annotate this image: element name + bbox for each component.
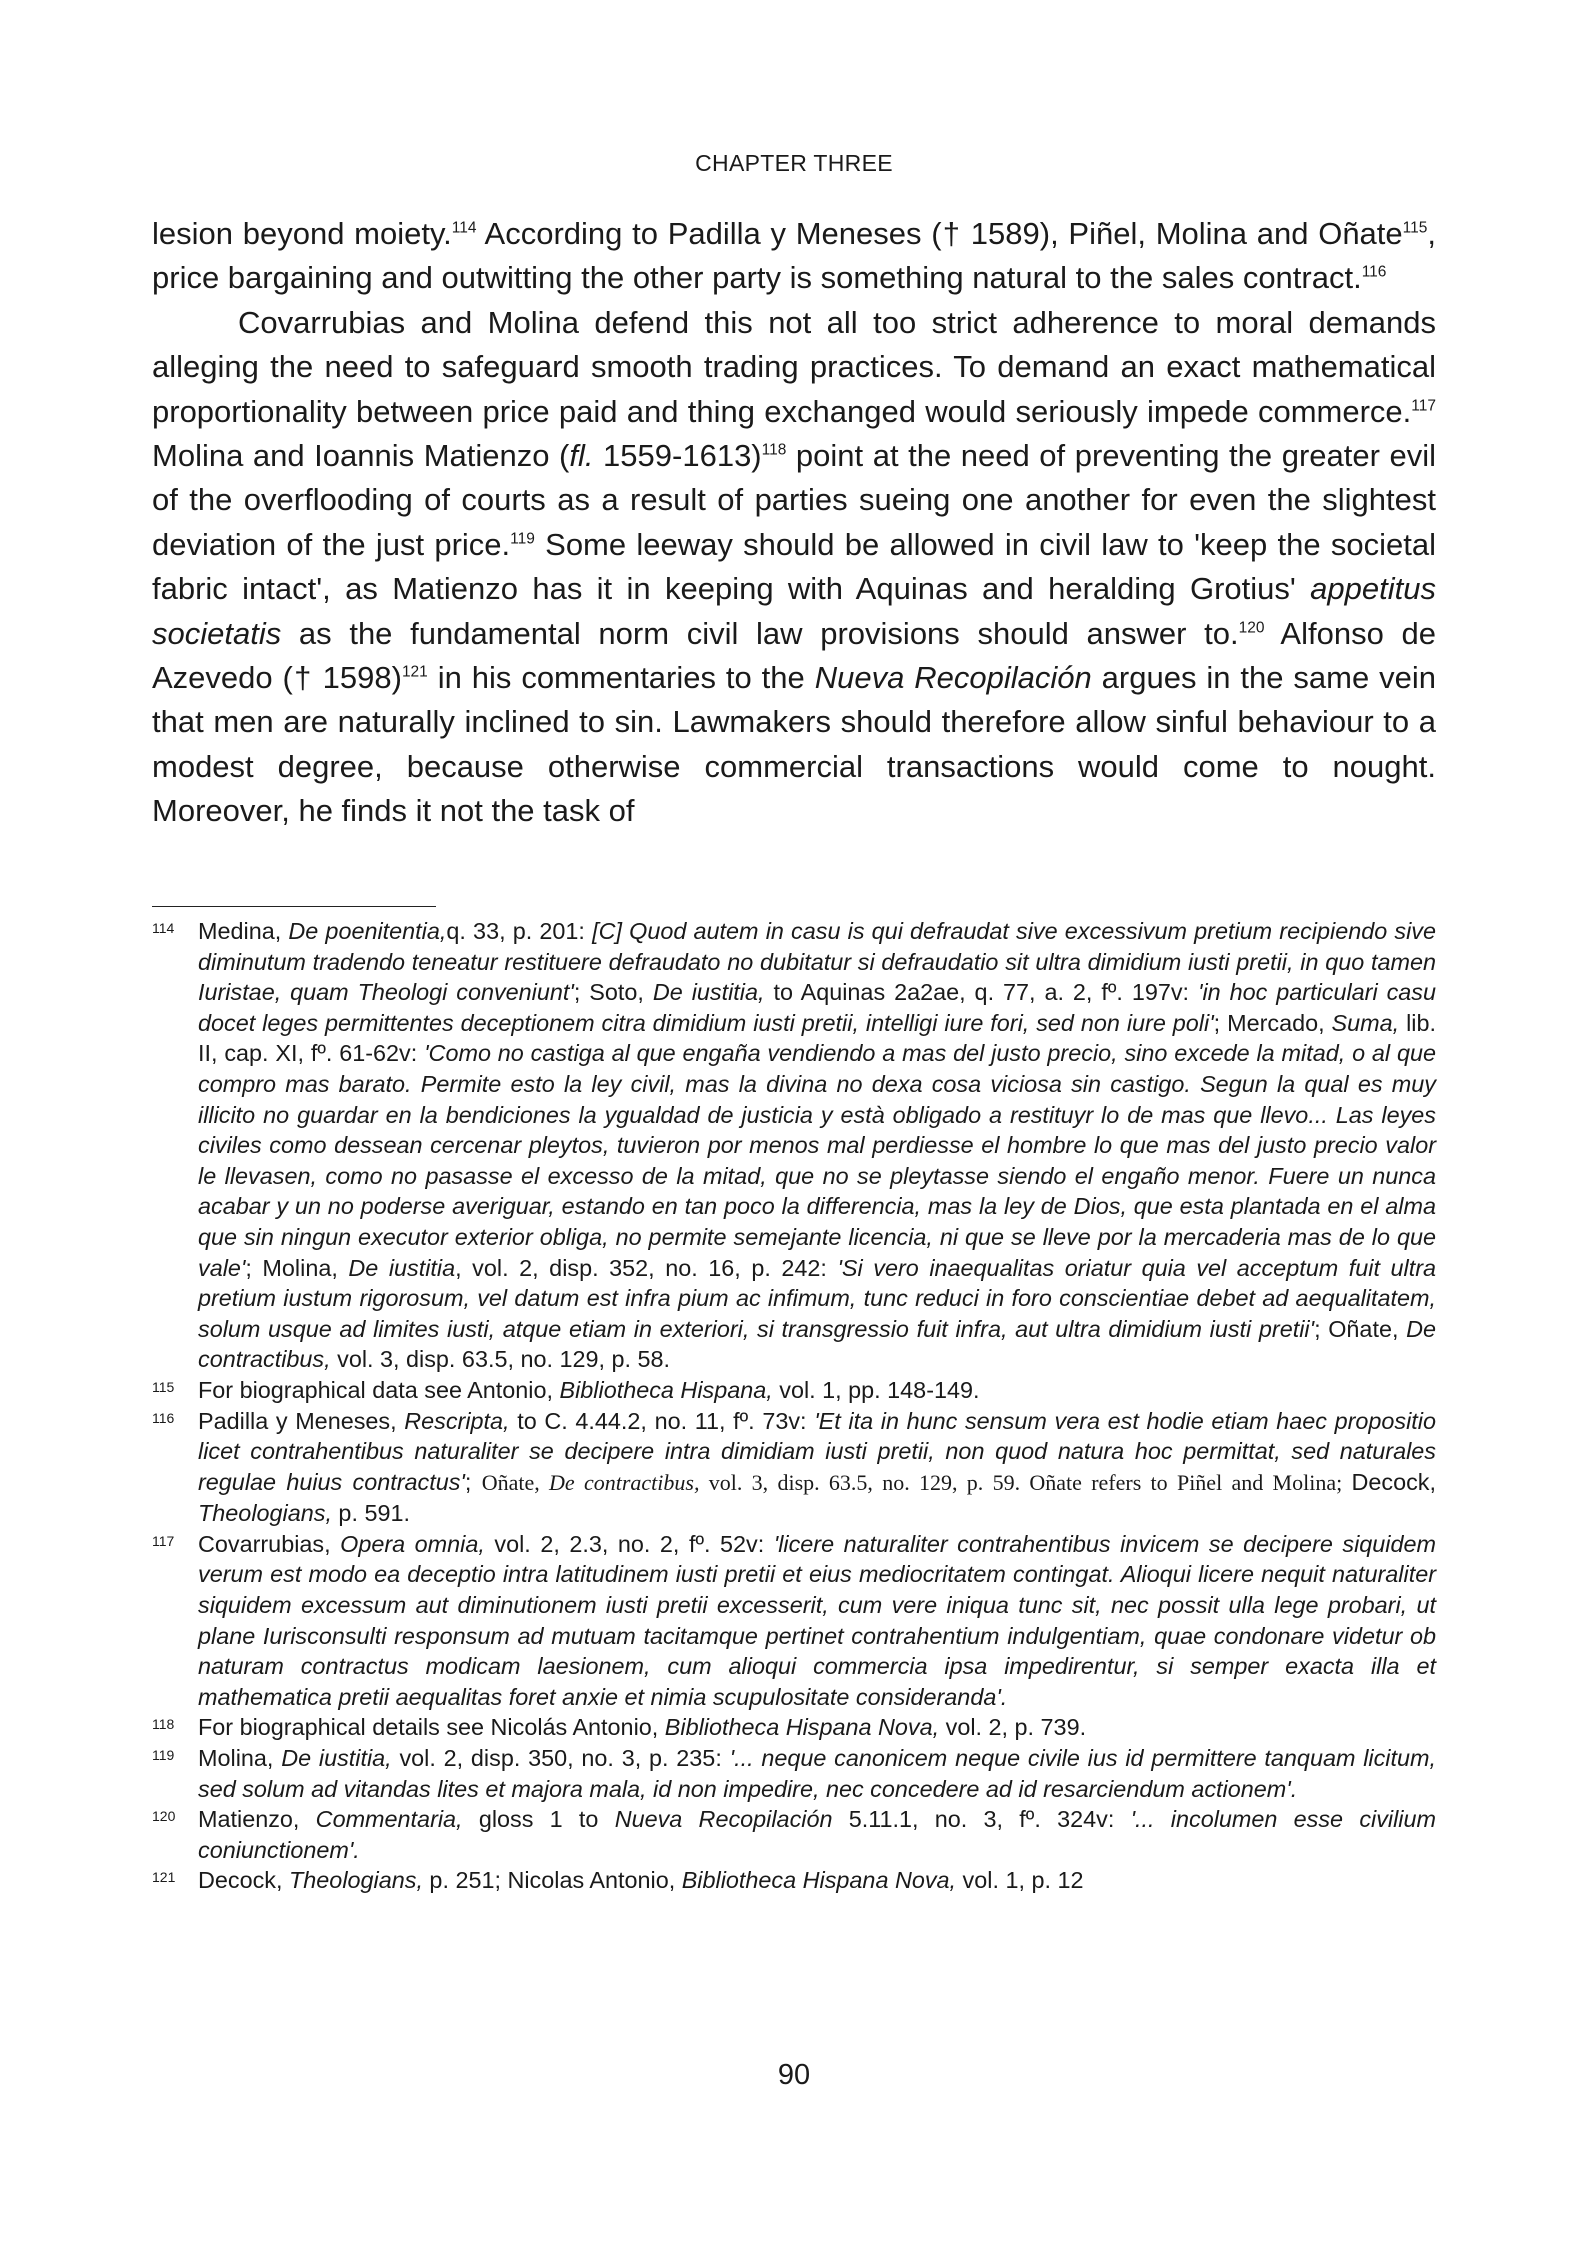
footnote-text <box>198 1743 1436 1804</box>
text-run: vol. 1, pp. 148-149. <box>772 1376 980 1403</box>
italic-run: '... incolumen esse civilium coniunctionem'. <box>198 1806 1436 1863</box>
paragraph <box>152 301 1436 834</box>
footnote-text <box>198 1375 1436 1406</box>
italic-run: De contractibus, <box>549 1469 700 1495</box>
text-run: lib. II, cap. XI, fº. 61-62v: <box>198 1009 1436 1067</box>
footnote-number: 116 <box>152 1409 175 1426</box>
footnote <box>152 1529 1436 1713</box>
text-run: to C. 4.44.2, no. 11, fº. 73v: <box>509 1407 815 1434</box>
text-run: ; Molina, <box>245 1254 349 1281</box>
text-run: Molina and Ioannis Matienzo ( <box>152 438 570 474</box>
italic-run: 'Si vero inaequalitas oriatur quia vel acceptum fuit ultra pretium iustum rigorosum, vel datum est infra pium ac infimum, tunc reduci in foro conscientiae debet ad aequalitatem, solum usque ad limites iusti, atque etiam in exteriori, si transgressio fuit infra, aut ultra dimidium iusti pretii' <box>198 1254 1436 1342</box>
italic-run: 'in hoc particulari casu docet leges permittentes deceptionem citra dimidium iusti pretii, intelligi iure fori, sed non iure poli' <box>198 979 1437 1036</box>
footnote-text <box>198 1804 1436 1865</box>
text-run: lesion beyond moiety. <box>152 216 452 251</box>
italic-run: appetitus societatis <box>152 571 1436 651</box>
italic-run: [C] Quod autem in casu is qui defraudat sive excessivum pretium recipiendo sive diminutum tradendo teneatur restituere defraudato no dubitatur si defraudatio sit ultra dimidium iusti pretii, in quo tamen Iuristae, quam Theologi conveniunt' <box>198 918 1436 1006</box>
footnote-number: 118 <box>152 1716 175 1733</box>
italic-run: fl. <box>569 438 594 474</box>
footnote-number: 120 <box>152 1808 176 1825</box>
footnote-ref[interactable]: 119 <box>510 530 535 548</box>
footnote-number: 117 <box>152 1532 175 1549</box>
footnote-text <box>198 1865 1436 1896</box>
footnote-number: 115 <box>152 1378 175 1395</box>
text-run: in his commentaries to the <box>427 660 815 696</box>
text-run: p. 251; Nicolas Antonio, <box>422 1867 682 1894</box>
text-run: ; Soto, <box>573 979 653 1006</box>
text-run: 5.11.1, no. 3, fº. 324v: <box>832 1806 1131 1833</box>
footnote-ref[interactable]: 117 <box>1411 397 1436 415</box>
text-run: Oñate, <box>481 1469 550 1495</box>
text-run: gloss 1 to <box>462 1806 615 1833</box>
text-run: vol. 1, p. 12 <box>956 1867 1084 1894</box>
text-run: vol. 3, disp. 63.5, no. 129, p. 59. Oñate refers to Piñel and Molina; <box>699 1469 1352 1495</box>
text-run: According to Padilla y Meneses († 1589), Piñel, Molina and Oñate <box>476 216 1403 251</box>
text-run: Decock, <box>198 1867 289 1894</box>
text-run: vol. 2, 2.3, no. 2, fº. 52v: <box>484 1530 774 1557</box>
italic-run: De iustitia <box>348 1254 456 1281</box>
text-run: point at the need of preventing the greater evil of the overflooding of courts as a result of parties sueing one another for even the slightest deviation of the just price. <box>152 438 1436 562</box>
footnote <box>152 1406 1436 1529</box>
text-run: Medina, <box>198 918 289 944</box>
italic-run: 'Et ita in hunc sensum vera est hodie etiam haec propositio licet contrahentibus naturaliter se decipere intra dimidiam iusti pretii, non quod natura hoc permittat, sed naturales regulae huius contractus' <box>198 1407 1436 1495</box>
text-run: p. 591. <box>331 1500 410 1527</box>
footnote <box>152 1865 1436 1896</box>
text-run: Alfonso de Azevedo († 1598) <box>152 615 1436 696</box>
footnote <box>152 1743 1436 1804</box>
footnote-ref[interactable]: 114 <box>451 219 477 237</box>
text-run: For biographical data see Antonio, <box>198 1376 560 1403</box>
text-run: Decock, <box>1351 1468 1436 1495</box>
footnote-text <box>198 916 1436 1375</box>
italic-run: Rescripta, <box>404 1407 510 1434</box>
text-run: vol. 2, disp. 350, no. 3, p. 235: <box>391 1745 730 1772</box>
italic-run: Nueva Recopilación <box>614 1806 833 1833</box>
italic-run: Nueva Recopilación <box>814 660 1092 696</box>
footnote-text <box>198 1406 1436 1529</box>
italic-run: 'Como no castiga al que engaña vendiendo a mas del justo precio, sino excede la mitad, o al que compro mas barato. Permite esto la ley civil, mas la divina no dexa cosa viciosa sin castigo. Segun la qual es muy illicito no guardar en la bendiciones la ygualdad de justicia y està obligado a restituyr lo de mas que llevo... Las leyes civiles como dessean cercenar pleytos, tuvieron por menos mal perdiesse el hombre lo que mas del justo precio valor le llevasen, como no pasasse el excesso de la mitad, que no se pleytasse siendo el engaño menor. Fuere un nunca acabar y un no poderse averiguar, estando en tan poco la differencia, mas la ley de Dios, que esta plantada en el alma que sin ningun executor exterior obliga, no permite semejante licencia, ni que se lleve por la mercaderia mas de lo que vale' <box>198 1040 1436 1281</box>
italic-run: Suma, <box>1331 1009 1400 1036</box>
text-run: as the fundamental norm civil law provisions should answer to. <box>281 615 1239 651</box>
italic-run: Bibliotheca Hispana Nova, <box>664 1714 940 1741</box>
book-page <box>152 0 1436 2250</box>
text-run: Covarrubias and Molina defend this not all too strict adherence to moral demands alleging the need to safeguard smooth trading practices. To demand an exact mathematical proportionality between price paid and thing exchanged would seriously impede commerce. <box>152 304 1436 429</box>
paragraph <box>152 212 1436 301</box>
italic-run: De iustitia, <box>652 979 765 1006</box>
footnote <box>152 1375 1436 1406</box>
text-run: Matienzo, <box>198 1806 316 1833</box>
italic-run: 'licere naturaliter contrahentibus invicem se decipere siquidem verum est modo ea deceptio intra latitudinem iusti pretii et eius mediocritatem contingat. Alioqui licere nequit naturaliter siquidem excessum aut diminutionem iusti pretii excesserit, cum vere iniqua tunc sit, nec possit ulla lege probari, ut plane Iurisconsulti responsum ad mutuam tacitamque pertinet contrahentium indulgentiam, quae condonare videtur ob naturam contractus modicam laesionem, cum alioqui commercia ipsa impedirentur, si semper exacta illa et mathematica pretii aequalitas foret anxie et nimia scupulositate consideranda'. <box>198 1530 1436 1710</box>
text-run: vol. 2, p. 739. <box>939 1714 1087 1741</box>
text-run: ; Mercado, <box>1213 1009 1332 1036</box>
footnote <box>152 916 1436 1375</box>
text-run: 1559-1613) <box>593 438 762 474</box>
footnote-ref[interactable]: 121 <box>401 663 428 681</box>
footnote-ref[interactable]: 116 <box>1361 264 1387 282</box>
italic-run: Bibliotheca Hispana, <box>559 1376 773 1403</box>
running-header: CHAPTER THREE <box>695 150 893 176</box>
italic-run: Opera omnia, <box>340 1530 485 1557</box>
italic-run: Bibliotheca Hispana Nova, <box>681 1867 957 1894</box>
italic-run: De contractibus, <box>198 1315 1437 1373</box>
text-run: to Aquinas 2a2ae, q. 77, a. 2, fº. 197v: <box>764 979 1198 1006</box>
footnotes <box>152 916 1436 1896</box>
footnote-text <box>198 1712 1436 1743</box>
text-run: Some leeway should be allowed in civil law to 'keep the societal fabric intact', as Matienzo has it in keeping with Aquinas and heralding Grotius' <box>152 526 1436 607</box>
footnote-number: 114 <box>152 920 175 936</box>
italic-run: '... neque canonicem neque civile ius id permittere tanquam licitum, sed solum ad vitandas lites et majora mala, id non impedire, nec concedere ad id resarciendum actionem'. <box>198 1745 1436 1802</box>
footnote-number: 121 <box>152 1869 176 1886</box>
text-run: For biographical details see Nicolás Antonio, <box>198 1714 665 1741</box>
text-run: vol. 3, disp. 63.5, no. 129, p. 58. <box>330 1346 671 1373</box>
footnote <box>152 1712 1436 1743</box>
italic-run: Commentaria, <box>315 1806 463 1833</box>
page-number: 90 <box>777 2059 811 2091</box>
text-run: argues in the same vein that men are naturally inclined to sin. Lawmakers should therefore allow sinful behaviour to a modest degree, because otherwise commercial transactions would come to nought. Moreover, he finds it not the task of <box>152 660 1437 829</box>
text-run: Padilla y Meneses, <box>198 1407 405 1434</box>
footnote-text <box>198 1529 1436 1713</box>
italic-run: De poenitentia, <box>288 918 447 944</box>
italic-run: De iustitia, <box>281 1745 392 1772</box>
main-text <box>152 212 1436 834</box>
italic-run: Theologians, <box>198 1500 332 1527</box>
text-run: q. 33, p. 201: <box>446 918 593 944</box>
footnote-number: 119 <box>152 1747 175 1764</box>
text-run: , price bargaining and outwitting the other party is something natural to the sales contract. <box>152 216 1436 296</box>
footnote-separator <box>152 906 436 907</box>
text-run: Molina, <box>198 1745 282 1772</box>
text-run: ; <box>464 1468 482 1495</box>
text-run: ; Oñate, <box>1314 1315 1407 1342</box>
footnote-ref[interactable]: 115 <box>1402 219 1428 237</box>
footnote-ref[interactable]: 118 <box>761 441 787 459</box>
italic-run: Theologians, <box>289 1867 423 1894</box>
text-run: , vol. 2, disp. 352, no. 16, p. 242: <box>455 1254 838 1281</box>
footnote-ref[interactable]: 120 <box>1238 619 1265 637</box>
footnote <box>152 1804 1436 1865</box>
text-run: Covarrubias, <box>198 1530 341 1557</box>
